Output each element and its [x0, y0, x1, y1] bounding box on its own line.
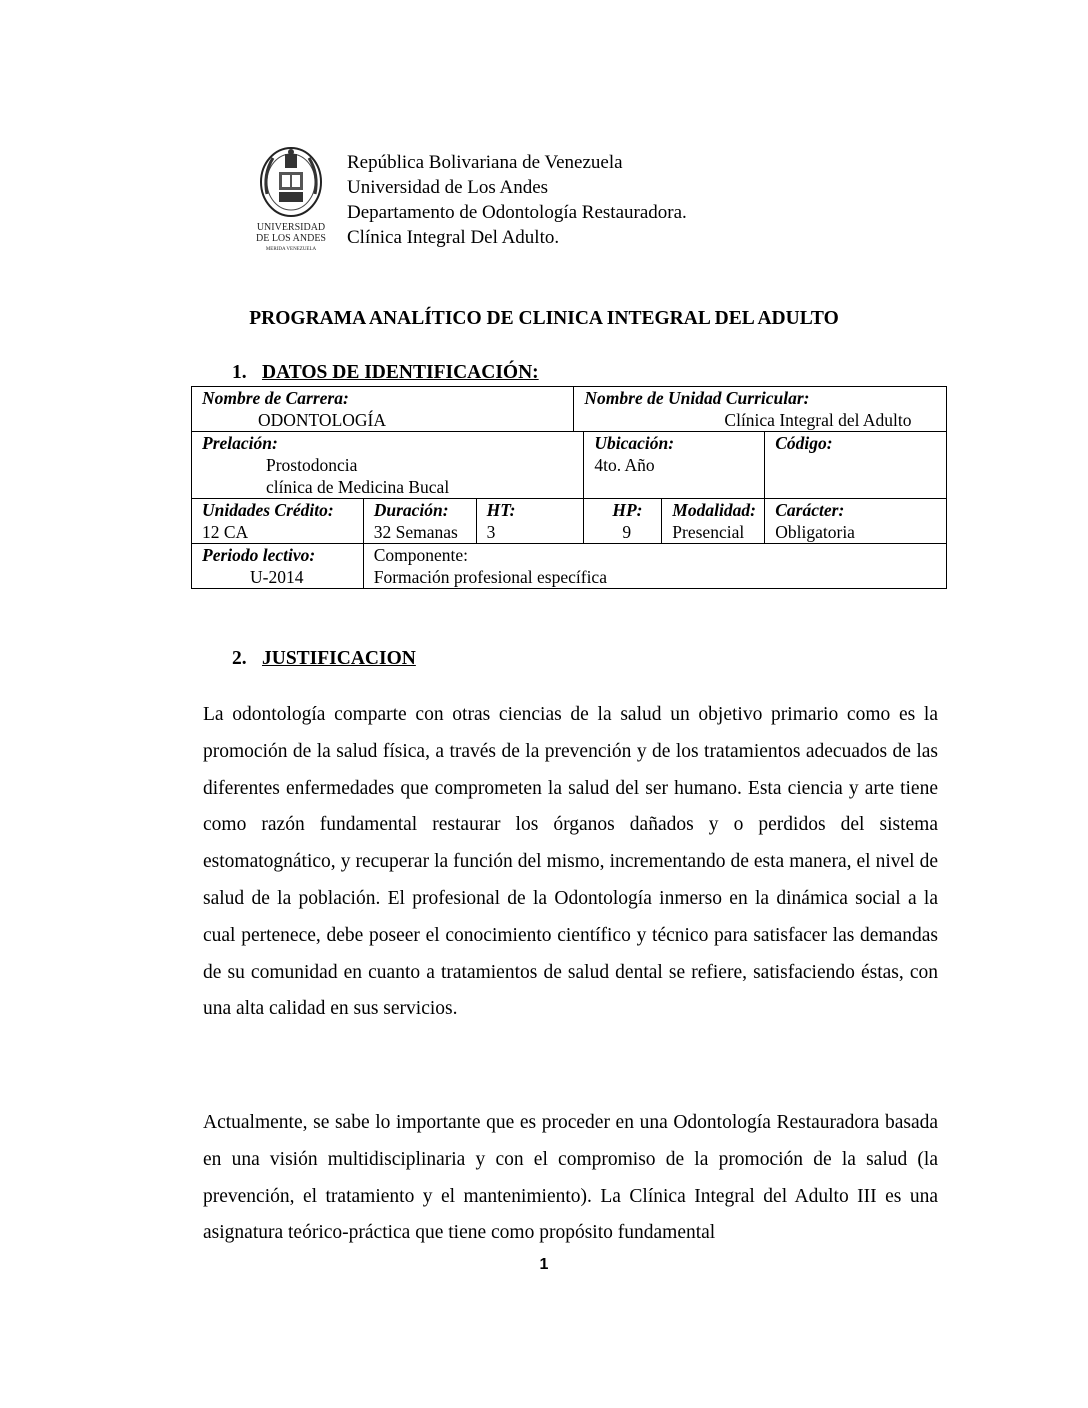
duracion-value: 32 Semanas: [373, 522, 458, 542]
section-number: 2.: [232, 648, 247, 669]
ubicacion-label: Ubicación:: [594, 433, 675, 453]
section-title: JUSTIFICACION: [262, 648, 416, 669]
unidad-cell: [574, 387, 947, 432]
ht-value: 3: [486, 522, 496, 542]
hp-value: 9: [622, 522, 632, 542]
componente-label: Componente:: [373, 545, 469, 565]
table-row: [192, 544, 947, 589]
creditos-value: 12 CA: [202, 522, 249, 542]
identification-table: [191, 386, 947, 589]
codigo-label: Código:: [775, 433, 833, 453]
prelacion-value: clínica de Medicina Bucal: [266, 477, 450, 497]
section-2-heading: [232, 648, 416, 670]
prelacion-value: Prostodoncia: [266, 455, 358, 475]
modalidad-label: Modalidad:: [672, 500, 756, 520]
logo-text-3: MERIDA VENEZUELA: [265, 247, 317, 252]
table-row: [192, 387, 947, 432]
modalidad-value: Presencial: [672, 522, 745, 542]
header-line: Clínica Integral Del Adulto.: [347, 227, 560, 248]
table-row: [192, 499, 947, 544]
prelacion-cell: [192, 432, 584, 499]
prelacion-label: Prelación:: [202, 433, 278, 453]
caracter-cell: [765, 499, 947, 544]
componente-cell: [363, 544, 946, 589]
section-1-heading: [232, 362, 539, 384]
page-number: 1: [539, 1256, 549, 1273]
periodo-cell: [192, 544, 364, 589]
letterhead: [255, 144, 815, 264]
carrera-label: Nombre de Carrera:: [202, 388, 349, 408]
duracion-cell: [363, 499, 476, 544]
codigo-cell: [765, 432, 947, 499]
justification-paragraph: La odontología comparte con otras ciencias de la salud un objetivo primario como es la promoción de la salud física, a través de la prevención y de los tratamientos adecuados de las diferentes enfermedades que comprometen la salud del ser humano. Esta ciencia y arte tiene como razón fundamental restaurar los órganos dañados y o perdidos del sistema estomatognático, y recuperar la función del mismo, incrementando de esta manera, el nivel de salud de la población. El profesional de la Odontología inmerso en la dinámica social a la cual pertenece, debe poseer el conocimiento científico y técnico para satisfacer las demandas de su comunidad en cuanto a tratamientos de salud dental se refiere, satisfaciendo éstas, con una alta calidad en sus servicios.: [203, 704, 938, 1020]
logo-text-1: UNIVERSIDAD: [256, 222, 326, 233]
justification-paragraph: Actualmente, se sabe lo importante que es proceder en una Odontología Restauradora basada en una visión multidisciplinaria y con el compromiso de la promoción de la salud (la prevención, el tratamiento y el mantenimiento). La Clínica Integral del Adulto III es una asignatura teórico-práctica que tiene como propósito fundamental: [203, 1112, 938, 1244]
carrera-value: ODONTOLOGÍA: [258, 410, 386, 430]
unidad-label: Nombre de Unidad Curricular:: [584, 388, 810, 408]
ubicacion-value: 4to. Año: [594, 455, 655, 475]
caracter-value: Obligatoria: [775, 522, 855, 542]
section-title: DATOS DE IDENTIFICACIÓN:: [262, 362, 539, 383]
header-line: República Bolivariana de Venezuela: [347, 152, 623, 173]
componente-value: Formación profesional específica: [373, 567, 607, 587]
header-line: Departamento de Odontología Restauradora.: [347, 202, 687, 223]
periodo-value: U-2014: [250, 567, 304, 587]
logo-text-2: DE LOS ANDES: [255, 233, 327, 244]
unidad-value: Clínica Integral del Adulto: [724, 410, 912, 430]
university-seal-icon: [255, 144, 327, 256]
document-title: PROGRAMA ANALÍTICO DE CLINICA INTEGRAL DEL ADULTO: [249, 308, 839, 329]
institution-lines: [347, 150, 687, 250]
ht-cell: [476, 499, 584, 544]
creditos-cell: [192, 499, 364, 544]
periodo-label: Periodo lectivo:: [202, 545, 316, 565]
duracion-label: Duración:: [373, 500, 449, 520]
hp-cell: [584, 499, 662, 544]
hp-label: HP:: [612, 500, 643, 520]
ht-label: HT:: [486, 500, 516, 520]
section-number: 1.: [232, 362, 247, 383]
ubicacion-cell: [584, 432, 765, 499]
header-line: Universidad de Los Andes: [347, 177, 549, 198]
creditos-label: Unidades Crédito:: [202, 500, 334, 520]
table-row: [192, 432, 947, 499]
modalidad-cell: [662, 499, 765, 544]
carrera-cell: [192, 387, 574, 432]
caracter-label: Carácter:: [775, 500, 845, 520]
